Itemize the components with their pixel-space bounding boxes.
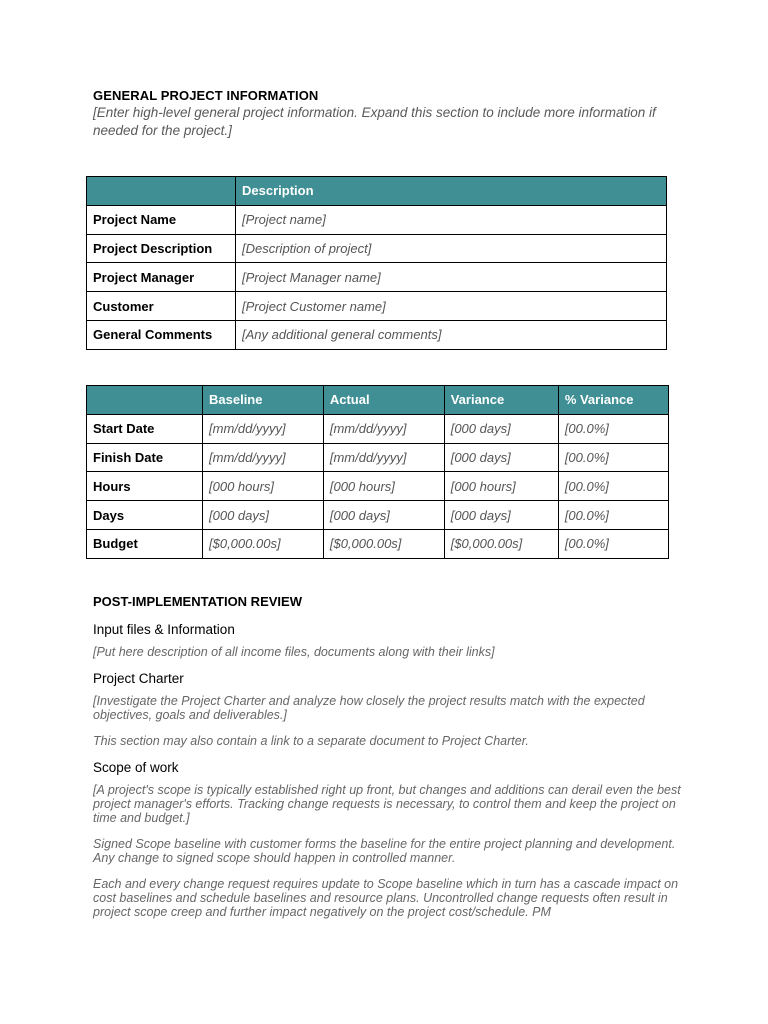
- review-heading: POST-IMPLEMENTATION REVIEW: [93, 594, 302, 609]
- project-charter-text-2: This section may also contain a link to a separate document to Project Charter.: [93, 734, 529, 748]
- table-row: [87, 501, 669, 530]
- row-label: Project Description: [87, 234, 236, 263]
- row-label: Budget: [87, 529, 203, 558]
- row-label: Hours: [87, 472, 203, 501]
- header-actual: Actual: [323, 386, 444, 415]
- input-files-text: [Put here description of all income files, documents along with their links]: [93, 645, 495, 659]
- cell-baseline: [000 hours]: [203, 472, 324, 501]
- row-label: Days: [87, 501, 203, 530]
- header-description: Description: [236, 177, 667, 206]
- input-files-title: Input files & Information: [93, 622, 235, 637]
- table-row: [87, 205, 667, 234]
- row-label: Customer: [87, 292, 236, 321]
- table-row: [87, 234, 667, 263]
- scope-of-work-title: Scope of work: [93, 760, 179, 775]
- cell-percent-variance: [00.0%]: [558, 443, 668, 472]
- project-charter-text-1: [Investigate the Project Charter and analyze how closely the project results match with the expected objectives, goals and deliverables.]: [93, 694, 645, 722]
- cell-variance: [000 days]: [444, 501, 558, 530]
- cell-baseline: [mm/dd/yyyy]: [203, 414, 324, 443]
- general-info-intro: [Enter high-level general project information. Expand this section to include more information if needed for the project.]: [93, 105, 656, 138]
- cell-baseline: [mm/dd/yyyy]: [203, 443, 324, 472]
- row-label: Finish Date: [87, 443, 203, 472]
- project-metrics-table: [86, 385, 669, 559]
- cell-percent-variance: [00.0%]: [558, 472, 668, 501]
- cell-variance: [000 hours]: [444, 472, 558, 501]
- table-header-row: [87, 177, 667, 206]
- project-description-table: [86, 176, 667, 350]
- cell-baseline: [$0,000.00s]: [203, 529, 324, 558]
- scope-text-2: Signed Scope baseline with customer forms the baseline for the entire project planning and development. Any change to signed scope should happen in controlled manner.: [93, 837, 676, 865]
- table-row: [87, 472, 669, 501]
- review-section: [93, 622, 683, 931]
- row-value: [Project Manager name]: [236, 263, 667, 292]
- cell-actual: [000 days]: [323, 501, 444, 530]
- row-value: [Description of project]: [236, 234, 667, 263]
- row-label: Start Date: [87, 414, 203, 443]
- table-header-row: [87, 386, 669, 415]
- cell-actual: [mm/dd/yyyy]: [323, 414, 444, 443]
- general-info-heading: GENERAL PROJECT INFORMATION: [93, 88, 319, 103]
- row-value: [Any additional general comments]: [236, 320, 667, 349]
- cell-actual: [mm/dd/yyyy]: [323, 443, 444, 472]
- row-value: [Project name]: [236, 205, 667, 234]
- row-label: Project Name: [87, 205, 236, 234]
- table-row: [87, 320, 667, 349]
- header-variance: Variance: [444, 386, 558, 415]
- table-row: [87, 292, 667, 321]
- cell-actual: [000 hours]: [323, 472, 444, 501]
- project-charter-title: Project Charter: [93, 671, 184, 686]
- cell-variance: [$0,000.00s]: [444, 529, 558, 558]
- header-empty-cell: [87, 177, 236, 206]
- row-value: [Project Customer name]: [236, 292, 667, 321]
- cell-variance: [000 days]: [444, 443, 558, 472]
- cell-percent-variance: [00.0%]: [558, 414, 668, 443]
- header-empty-cell: [87, 386, 203, 415]
- scope-text-1: [A project's scope is typically established right up front, but changes and additions can derail even the best project manager's efforts. Tracking change requests is necessary, to control them and keep the project on time and budget.]: [93, 783, 681, 825]
- table-row: [87, 414, 669, 443]
- cell-percent-variance: [00.0%]: [558, 501, 668, 530]
- row-label: General Comments: [87, 320, 236, 349]
- row-label: Project Manager: [87, 263, 236, 292]
- header-baseline: Baseline: [203, 386, 324, 415]
- header-percent-variance: % Variance: [558, 386, 668, 415]
- table-row: [87, 529, 669, 558]
- cell-actual: [$0,000.00s]: [323, 529, 444, 558]
- cell-baseline: [000 days]: [203, 501, 324, 530]
- table-row: [87, 443, 669, 472]
- cell-variance: [000 days]: [444, 414, 558, 443]
- cell-percent-variance: [00.0%]: [558, 529, 668, 558]
- scope-text-3: Each and every change request requires update to Scope baseline which in turn has a cascade impact on cost baselines and schedule baselines and resource plans. Uncontrolled change requests often result in project scope creep and further impact negatively on the project cost/schedule. PM: [93, 877, 679, 919]
- table-row: [87, 263, 667, 292]
